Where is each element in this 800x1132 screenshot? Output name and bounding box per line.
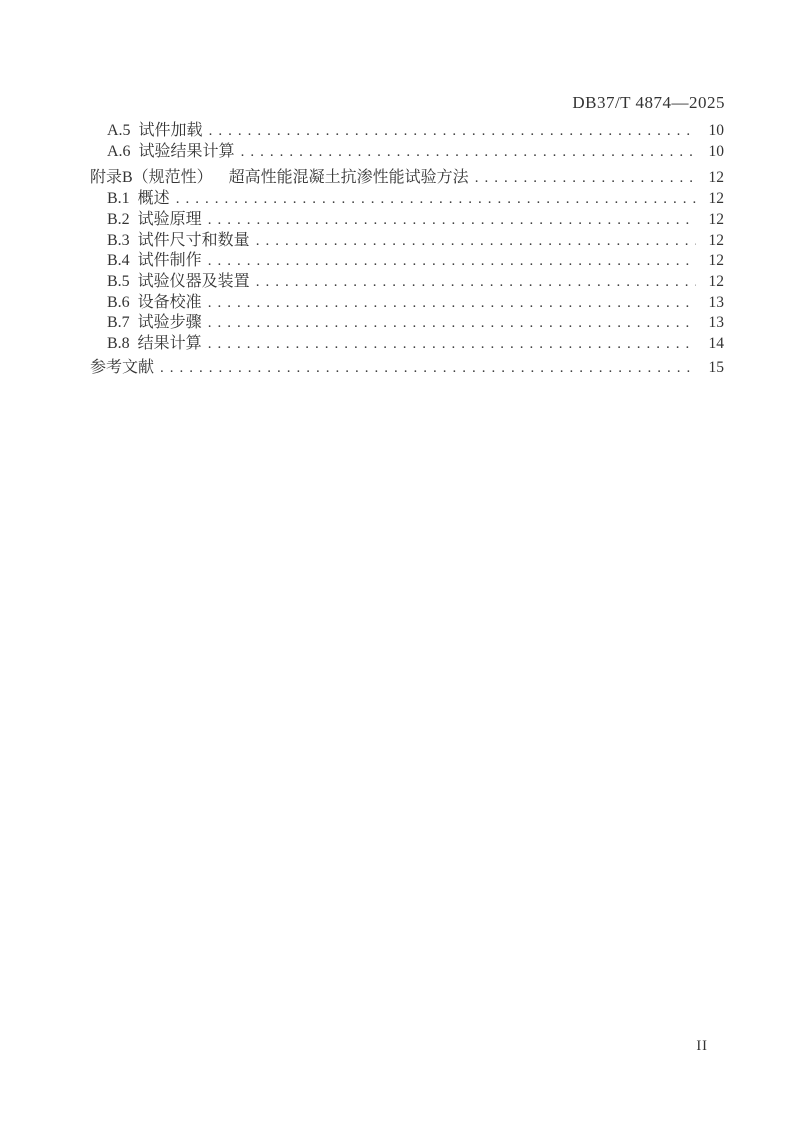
toc-dot-leader [208,293,696,314]
toc-entry-label: A.5 试件加载 [107,122,203,139]
toc-entry-page: 15 [708,358,724,376]
toc-entry-page: 14 [708,335,724,353]
toc-dot-leader [208,251,696,272]
toc-entry [90,334,724,355]
toc-entry-page: 12 [708,169,724,187]
toc-entry-label: B.2 试验原理 [107,210,202,228]
toc-entry-page: 10 [708,122,724,139]
toc-entry [90,210,724,231]
toc-entry-label: B.7 试验步骤 [107,314,202,332]
toc-dot-leader [208,334,696,355]
toc-entry-page: 13 [708,293,724,311]
table-of-contents [90,121,724,378]
doc-number-header: DB37/T 4874—2025 [572,93,725,112]
toc-entry-page: 12 [708,252,724,270]
toc-entry-label: 附录B（规范性） 超高性能混凝土抗渗性能试验方法 [90,169,469,187]
toc-entry [90,142,724,163]
toc-entry [90,313,724,334]
toc-entry-label: B.8 结果计算 [107,335,202,353]
toc-dot-leader [208,210,696,231]
toc-entry-page: 12 [708,190,724,208]
toc-entry-label: B.5 试验仪器及装置 [107,272,250,290]
toc-dot-leader [209,121,696,142]
toc-dot-leader [475,168,696,189]
toc-dot-leader [208,313,696,334]
toc-entry-label: A.6 试验结果计算 [107,142,235,160]
toc-entry-label: 参考文献 [90,358,155,376]
toc-entry-label: B.6 设备校准 [107,293,202,311]
page-number-footer: II [696,1038,708,1054]
toc-entry-label: B.3 试件尺寸和数量 [107,231,250,249]
toc-entry-page: 12 [708,210,724,228]
toc-entry-page: 13 [708,314,724,332]
toc-entry-label: B.1 概述 [107,190,170,208]
toc-dot-leader [256,272,696,293]
toc-entry [90,168,724,189]
toc-dot-leader [241,142,696,163]
toc-entry [90,189,724,210]
toc-entry [90,231,724,252]
toc-entry [90,358,724,379]
toc-entry-page: 12 [708,231,724,249]
toc-dot-leader [256,231,696,252]
toc-dot-leader [176,189,696,210]
toc-entry [90,251,724,272]
toc-entry [90,293,724,314]
toc-entry-page: 10 [708,142,724,160]
toc-entry [90,121,724,142]
toc-dot-leader [160,358,696,379]
toc-entry-label: B.4 试件制作 [107,252,202,270]
toc-entry-page: 12 [708,272,724,290]
toc-entry [90,272,724,293]
